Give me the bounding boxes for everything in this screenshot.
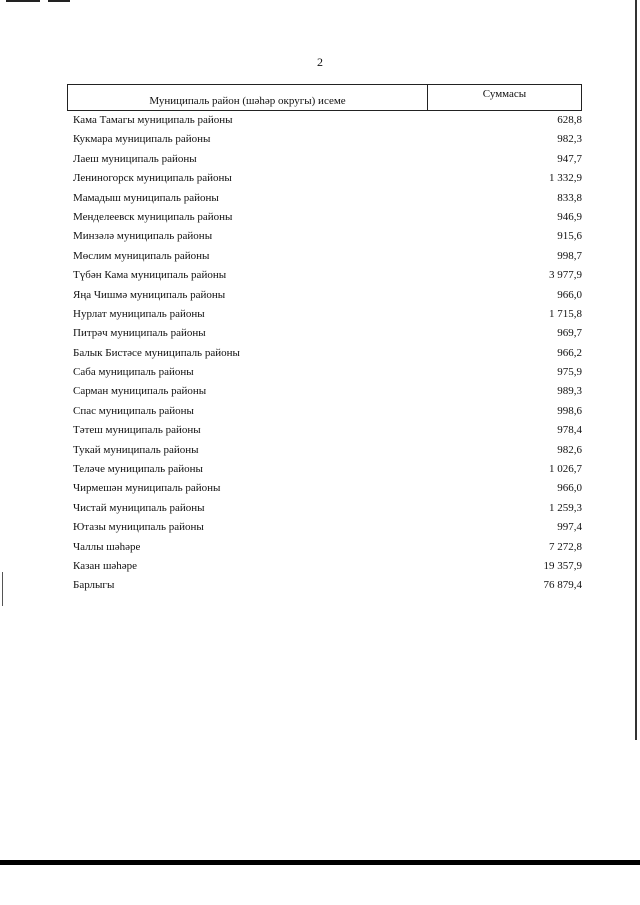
- row-name: Кама Тамагы муниципаль районы: [73, 114, 233, 126]
- table-body: [73, 111, 582, 596]
- table-row: [73, 247, 582, 266]
- table-row: [73, 441, 582, 460]
- table-row: [73, 460, 582, 479]
- row-amount: 998,6: [557, 404, 582, 417]
- table-row: [73, 227, 582, 246]
- table-row: [73, 382, 582, 401]
- row-name: Спас муниципаль районы: [73, 404, 194, 417]
- row-name: Чирмешән муниципаль районы: [73, 482, 221, 495]
- table-row: [73, 363, 582, 382]
- table-row: [73, 344, 582, 363]
- row-amount: 982,6: [557, 443, 582, 456]
- table-row: [73, 499, 582, 518]
- table-row: [73, 324, 582, 343]
- row-amount: 969,7: [557, 327, 582, 340]
- row-amount: 1 715,8: [549, 307, 582, 320]
- row-amount: 76 879,4: [543, 579, 582, 592]
- scan-artifact-left: [2, 572, 3, 606]
- table-row: [73, 189, 582, 208]
- row-amount: 989,3: [557, 385, 582, 398]
- table-header: [67, 84, 582, 111]
- page-number: 2: [317, 55, 323, 69]
- total-row: [73, 576, 582, 595]
- row-name: Теләче муниципаль районы: [73, 463, 203, 476]
- table-row: [73, 266, 582, 285]
- table-row: [73, 208, 582, 227]
- row-name: Кукмара муниципаль районы: [73, 133, 211, 146]
- table-row: [73, 557, 582, 576]
- row-name: Балык Бистәсе муниципаль районы: [73, 346, 240, 359]
- table-row: [73, 150, 582, 169]
- row-amount: 975,9: [557, 366, 582, 379]
- row-amount: 966,0: [557, 288, 582, 301]
- column-header-sum: Суммасы: [482, 88, 527, 100]
- row-amount: 1 026,7: [549, 463, 582, 476]
- row-name: Казан шәһәре: [73, 559, 138, 572]
- row-name: Лаеш муниципаль районы: [73, 152, 197, 165]
- row-name: Мамадыш муниципаль районы: [73, 191, 219, 204]
- row-name: Түбән Кама муниципаль районы: [73, 269, 227, 282]
- row-name: Лениногорск муниципаль районы: [73, 172, 232, 185]
- row-name: Чаллы шәһәре: [73, 540, 141, 553]
- row-amount: 966,0: [557, 482, 582, 495]
- row-amount: 947,7: [557, 152, 582, 165]
- scan-artifact-top: [6, 0, 66, 3]
- row-amount: 997,4: [557, 521, 582, 534]
- row-name: Нурлат муниципаль районы: [73, 307, 205, 320]
- row-amount: 1 259,3: [549, 501, 582, 514]
- row-name: Тәтеш муниципаль районы: [73, 424, 201, 437]
- row-amount: 982,3: [557, 133, 582, 146]
- table-row: [73, 421, 582, 440]
- table-row: [73, 169, 582, 188]
- row-amount: 628,8: [557, 114, 582, 126]
- row-amount: 978,4: [557, 424, 582, 437]
- row-amount: 833,8: [557, 191, 582, 204]
- row-amount: 7 272,8: [549, 540, 582, 553]
- row-amount: 915,6: [557, 230, 582, 243]
- table-row: [73, 518, 582, 537]
- row-name: Чистай муниципаль районы: [73, 501, 205, 514]
- row-name: Сарман муниципаль районы: [73, 385, 207, 398]
- row-amount: 3 977,9: [549, 269, 582, 282]
- row-name: Минзәлә муниципаль районы: [73, 230, 213, 243]
- scan-artifact-right: [635, 0, 637, 740]
- table-row: [73, 479, 582, 498]
- row-name: Саба муниципаль районы: [73, 366, 194, 379]
- table-row: [73, 305, 582, 324]
- table-row: [73, 538, 582, 557]
- table-row: [73, 130, 582, 149]
- row-name: Яңа Чишмә муниципаль районы: [73, 288, 226, 301]
- scan-border-bottom: [0, 860, 640, 865]
- row-name: Барлыгы: [73, 579, 115, 592]
- table-row: [73, 402, 582, 421]
- row-name: Мөслим муниципаль районы: [73, 249, 210, 262]
- row-name: Ютазы муниципаль районы: [73, 521, 204, 534]
- row-name: Питрәч муниципаль районы: [73, 327, 206, 340]
- table-row: [73, 286, 582, 305]
- row-name: Тукай муниципаль районы: [73, 443, 199, 456]
- row-amount: 1 332,9: [549, 172, 582, 185]
- row-amount: 946,9: [557, 210, 582, 223]
- row-name: Менделеевск муниципаль районы: [73, 210, 233, 223]
- row-amount: 19 357,9: [543, 559, 582, 572]
- row-amount: 998,7: [557, 249, 582, 262]
- column-header-name: Муниципаль район (шәһәр округы) исеме: [68, 85, 428, 110]
- row-amount: 966,2: [557, 346, 582, 359]
- table-row: [73, 111, 582, 130]
